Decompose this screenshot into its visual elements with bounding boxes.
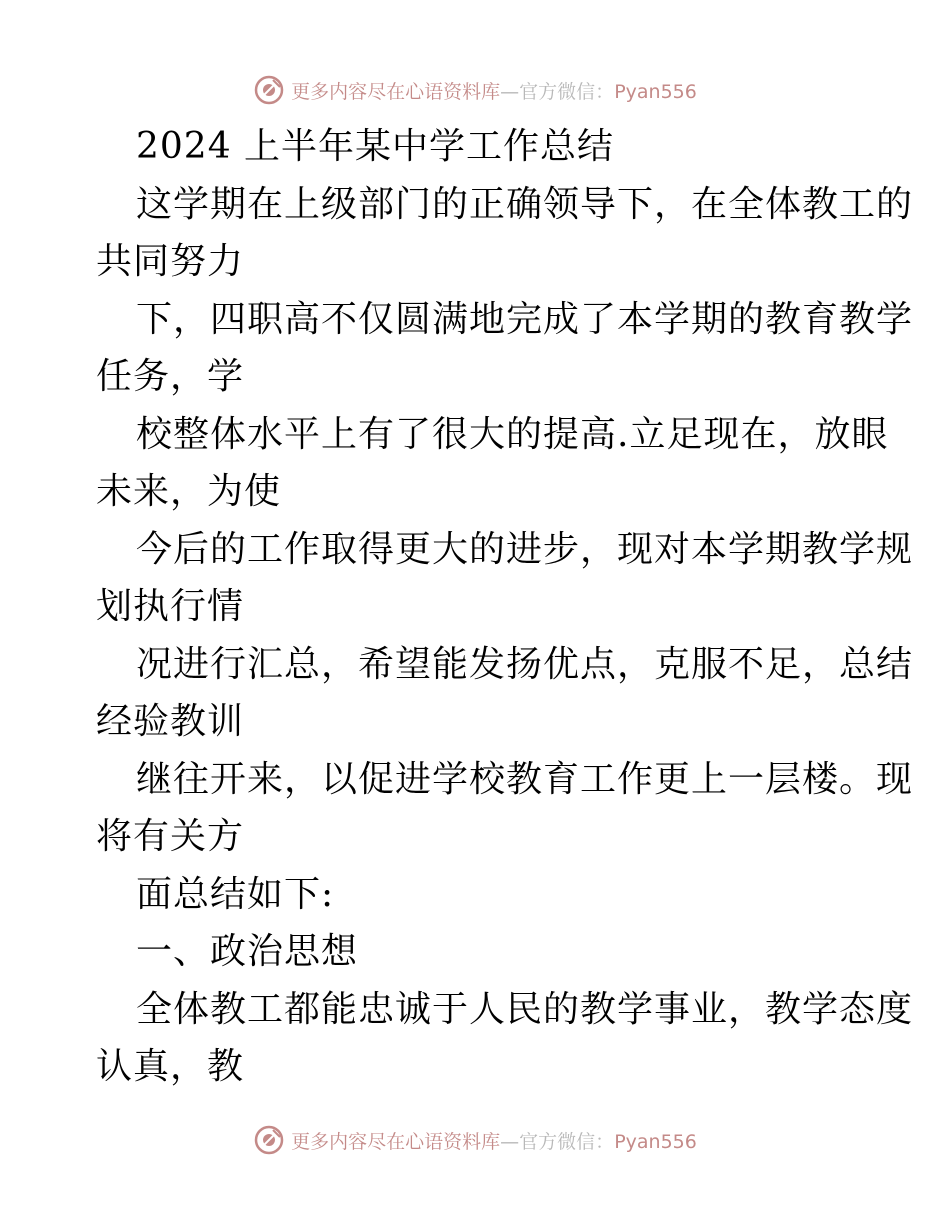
paragraph-line: 况进行汇总，希望能发扬优点，克服不足，总结 (136, 643, 914, 685)
paragraph-line: 划执行情 (96, 586, 245, 627)
watermark-wechat-id: Pyan556 (614, 1130, 697, 1153)
paragraph-line: 经验教训 (96, 701, 245, 742)
paragraph-line: 将有关方 (96, 816, 245, 857)
footer-watermark (0, 1120, 950, 1160)
paragraph-line: 全体教工都能忠诚于人民的教学事业，教学态度 (136, 988, 914, 1030)
paragraph-line: 共同努力 (96, 241, 245, 282)
document-title: 2024 上半年某中学工作总结 (136, 126, 615, 167)
paragraph-line: 任务，学 (96, 356, 245, 397)
header-watermark (0, 70, 950, 110)
seal-logo-icon (253, 74, 285, 106)
paragraph-line: 面总结如下: (136, 873, 335, 915)
watermark-dash: — (500, 1130, 520, 1153)
seal-logo-icon (253, 1124, 285, 1156)
watermark-wechat-label: 官方微信： (519, 80, 615, 103)
watermark-main-text: 更多内容尽在心语资料库 (291, 80, 501, 103)
paragraph-line: 下，四职高不仅圆满地完成了本学期的教育教学 (136, 298, 914, 340)
watermark-wechat-label: 官方微信： (519, 1130, 615, 1153)
paragraph-line: 一、政治思想 (136, 931, 359, 972)
paragraph-line: 今后的工作取得更大的进步，现对本学期教学规 (136, 528, 914, 570)
paragraph-line: 校整体水平上有了很大的提高.立足现在，放眼 (136, 413, 889, 455)
watermark-wechat-id: Pyan556 (614, 80, 697, 103)
paragraph-line: 这学期在上级部门的正确领导下，在全体教工的 (136, 183, 914, 225)
paragraph-line: 未来，为使 (96, 471, 282, 512)
watermark-main-text: 更多内容尽在心语资料库 (291, 1130, 501, 1153)
paragraph-line: 继往开来，以促进学校教育工作更上一层楼。现 (136, 758, 914, 800)
paragraph-line: 认真，教 (96, 1046, 245, 1087)
document-body (96, 118, 914, 1096)
watermark-dash: — (500, 80, 520, 103)
